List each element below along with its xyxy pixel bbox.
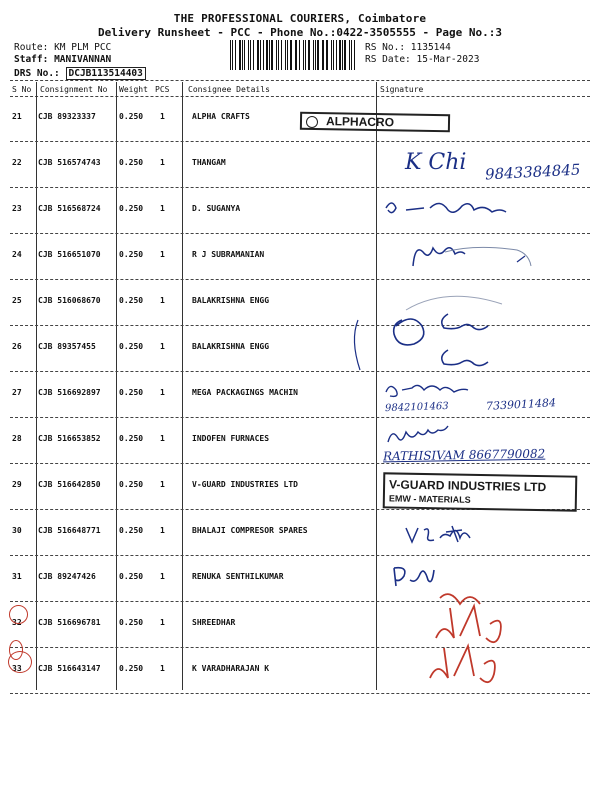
consignee-name-cell: D. SUGANYA [192,204,241,213]
rs-date-label: RS Date: [365,54,411,65]
table-top-rule [10,80,590,81]
pieces-cell: 1 [160,526,165,535]
pieces-cell: 1 [160,204,165,213]
consignee-name-cell: MEGA PACKAGINGS MACHIN [192,388,298,397]
weight-cell: 0.250 [119,296,144,305]
barcode-bar [266,40,267,70]
drs-value: DCJB113514403 [66,67,146,80]
barcode-bar [303,40,304,70]
consignment-number-cell: CJB 89357455 [38,342,96,351]
alpha-crafts-stamp-text: ALPHACRO [325,114,395,130]
serial-number-cell: 32 [12,618,22,627]
barcode-bar [239,40,241,70]
barcode-bar [296,40,297,70]
alpha-crafts-stamp [300,112,450,133]
barcode-bar [253,40,254,70]
weight-cell: 0.250 [119,342,144,351]
consignment-number-cell: CJB 516651070 [38,250,101,259]
col-header-consignee: Consignee Details [188,85,270,94]
weight-cell: 0.250 [119,158,144,167]
barcode-bar [250,40,251,70]
barcode-bar [269,40,270,70]
staff-line [14,54,111,65]
barcode-bar [278,40,279,70]
barcode-bar [230,40,231,70]
barcode-bar [351,40,352,70]
v-guard-stamp-title: V-GUARD INDUSTRIES LTD [388,477,547,495]
barcode-bar [295,40,296,70]
serial-number-cell: 31 [12,572,22,581]
weight-cell: 0.250 [119,480,144,489]
barcode-bar [276,40,277,70]
consignee-name-cell: BALAKRISHNA ENGG [192,342,270,351]
rs-date-line [365,54,479,65]
route-label: Route: [14,42,49,53]
serial-number-cell: 23 [12,204,22,213]
consignee-name-cell: INDOFEN FURNACES [192,434,270,443]
barcode-bar [299,40,300,70]
col-header-weight: Weight [119,85,148,94]
pieces-cell: 1 [160,158,165,167]
runsheet-barcode [230,40,358,70]
consignee-name-cell: BALAKRISHNA ENGG [192,296,270,305]
signature-phone: 7339011484 [485,396,557,413]
consignment-number-cell: CJB 89323337 [38,112,96,121]
staff-label: Staff: [14,54,49,65]
v-guard-stamp-sub: EMW - MATERIALS [388,493,471,505]
serial-number-cell: 27 [12,388,22,397]
pieces-cell: 1 [160,572,165,581]
stamp-seal-icon [306,116,318,128]
barcode-bar [333,40,334,70]
barcode-bar [271,40,273,70]
barcode-bar [344,40,346,70]
col-header-signature: Signature [380,85,424,94]
pieces-cell: 1 [160,480,165,489]
barcode-bar [313,40,314,70]
signature-phone: 9843384845 [484,160,581,184]
v-guard-stamp [383,472,578,511]
consignment-number-cell: CJB 516692897 [38,388,101,397]
consignment-number-cell: CJB 516696781 [38,618,101,627]
serial-number-cell: 26 [12,342,22,351]
signature-scribble [380,378,480,400]
barcode-bar [336,40,337,70]
rs-no-value: 1135144 [410,42,451,53]
serial-number-cell: 25 [12,296,22,305]
barcode-bar [285,40,286,70]
table-row [10,510,590,556]
col-header-sno: S No [12,85,32,94]
barcode-bar [354,40,355,70]
barcode-bar [339,40,340,70]
pieces-cell: 1 [160,434,165,443]
barcode-bar [315,40,316,70]
col-header-consignment: Consignment No [40,85,108,94]
consignee-name-cell: ALPHA CRAFTS [192,112,250,121]
signature-scribble [348,290,508,380]
signature-scribble: K Chi [405,150,467,175]
weight-cell: 0.250 [119,526,144,535]
serial-number-cell: 28 [12,434,22,443]
barcode-bar [281,40,282,70]
weight-cell: 0.250 [119,434,144,443]
barcode-bar [308,40,310,70]
signature-note: 9842101463 [384,400,449,415]
pieces-cell: 1 [160,664,165,673]
rs-no-label: RS No.: [365,42,406,53]
consignment-number-cell: CJB 516574743 [38,158,101,167]
pieces-cell: 1 [160,112,165,121]
barcode-bar [248,40,249,70]
barcode-bar [305,40,306,70]
serial-number-cell: 30 [12,526,22,535]
weight-cell: 0.250 [119,618,144,627]
barcode-bar [232,40,233,70]
barcode-bar [242,40,243,70]
runsheet-subtitle: Delivery Runsheet - PCC - Phone No.:0422-3505555 - Page No.:3 [98,26,502,39]
rs-no-line [365,42,451,53]
weight-cell: 0.250 [119,664,144,673]
consignment-number-cell: CJB 516643147 [38,664,101,673]
signature-scribble [400,518,500,550]
route-line [14,42,111,53]
row-mark-circle [8,651,32,673]
serial-number-cell: 21 [12,112,22,121]
consignment-number-cell: CJB 516568724 [38,204,101,213]
serial-number-cell: 33 [12,664,22,673]
signature-note: RATHISIVAM 8667790082 [382,446,546,464]
consignee-name-cell: R J SUBRAMANIAN [192,250,265,259]
row-mark-circle [9,605,28,624]
barcode-bar [263,40,264,70]
barcode-bar [349,40,350,70]
pieces-cell: 1 [160,342,165,351]
barcode-bar [287,40,288,70]
barcode-bar [323,40,324,70]
rs-date-value: 15-Mar-2023 [416,54,480,65]
barcode-bar [290,40,292,70]
consignment-number-cell: CJB 516068670 [38,296,101,305]
barcode-bar [260,40,261,70]
pieces-cell: 1 [160,296,165,305]
barcode-bar [317,40,318,70]
serial-number-cell: 22 [12,158,22,167]
signature-scribble [405,238,545,278]
consignee-name-cell: BHALAJI COMPRESOR SPARES [192,526,308,535]
consignment-number-cell: CJB 516653852 [38,434,101,443]
barcode-bar [257,40,259,70]
consignee-name-cell: RENUKA SENTHILKUMAR [192,572,284,581]
signature-scribble [420,588,530,698]
pieces-cell: 1 [160,388,165,397]
route-value: KM PLM PCC [54,42,112,53]
barcode-bar [322,40,323,70]
weight-cell: 0.250 [119,572,144,581]
serial-number-cell: 29 [12,480,22,489]
weight-cell: 0.250 [119,112,144,121]
consignment-number-cell: CJB 89247426 [38,572,96,581]
barcode-bar [326,40,328,70]
drs-label: DRS No.: [14,68,60,79]
serial-number-cell: 24 [12,250,22,259]
signature-scribble [378,194,548,224]
consignment-number-cell: CJB 516648771 [38,526,101,535]
runsheet-title: THE PROFESSIONAL COURIERS, Coimbatore [173,12,427,25]
weight-cell: 0.250 [119,250,144,259]
consignment-number-cell: CJB 516642850 [38,480,101,489]
col-header-pcs: PCS [155,85,170,94]
weight-cell: 0.250 [119,204,144,213]
consignee-name-cell: V-GUARD INDUSTRIES LTD [192,480,298,489]
barcode-bar [244,40,245,70]
pieces-cell: 1 [160,618,165,627]
drs-line [14,68,146,79]
barcode-bar [235,40,236,70]
consignee-name-cell: SHREEDHAR [192,618,236,627]
signature-scribble [382,424,462,448]
staff-value: MANIVANNAN [54,54,112,65]
barcode-bar [331,40,332,70]
weight-cell: 0.250 [119,388,144,397]
pieces-cell: 1 [160,250,165,259]
consignee-name-cell: THANGAM [192,158,226,167]
consignee-name-cell: K VARADHARAJAN K [192,664,270,673]
barcode-bar [342,40,343,70]
